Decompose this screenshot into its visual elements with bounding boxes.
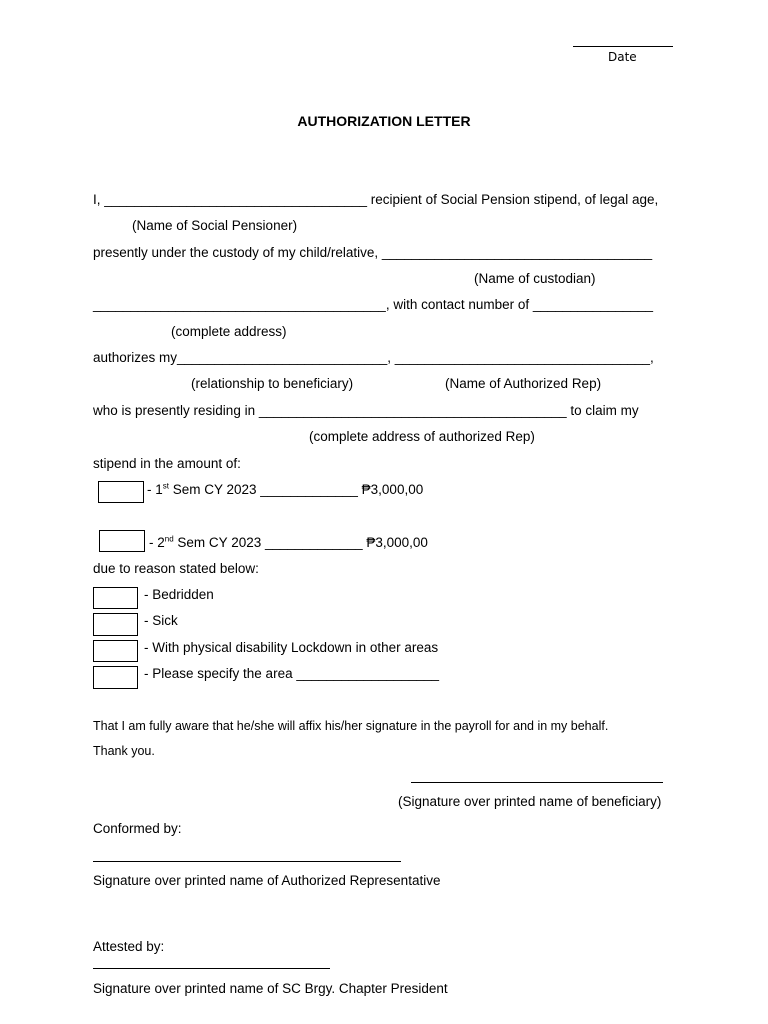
caption-authorized-rep-name: (Name of Authorized Rep) bbox=[445, 376, 602, 391]
reason-bedridden: - Bedridden bbox=[144, 587, 214, 602]
awareness-statement: That I am fully aware that he/she will affix his/her signature in the payroll for and in my behalf. bbox=[93, 719, 609, 733]
beneficiary-signature-line bbox=[411, 781, 663, 783]
second-sem-checkbox[interactable] bbox=[99, 530, 145, 552]
reason-disability: - With physical disability Lockdown in other areas bbox=[144, 640, 439, 655]
body-line-1: I, ___________________________________ recipient of Social Pension stipend, of legal age, bbox=[93, 192, 659, 207]
reason-sick: - Sick bbox=[144, 613, 178, 628]
body-line-3: _______________________________________, with contact number of ________________ bbox=[93, 297, 654, 312]
body-line-4: authorizes my____________________________, __________________________________, bbox=[93, 350, 654, 365]
rep-signature-caption: Signature over printed name of Authorized Representative bbox=[93, 873, 441, 888]
date-signature-line bbox=[573, 36, 673, 47]
sick-checkbox[interactable] bbox=[93, 613, 138, 636]
bedridden-checkbox[interactable] bbox=[93, 587, 138, 609]
body-line-5: who is presently residing in _________________________________________ to claim my bbox=[93, 403, 639, 418]
caption-rep-address: (complete address of authorized Rep) bbox=[309, 429, 535, 444]
first-sem-checkbox[interactable] bbox=[98, 481, 144, 503]
disability-checkbox[interactable] bbox=[93, 640, 138, 662]
body-line-2: presently under the custody of my child/relative, ____________________________________ bbox=[93, 245, 653, 260]
caption-custodian-name: (Name of custodian) bbox=[474, 271, 596, 286]
caption-complete-address: (complete address) bbox=[171, 324, 287, 339]
president-signature-caption: Signature over printed name of SC Brgy. Chapter President bbox=[93, 981, 448, 996]
attested-label: Attested by: bbox=[93, 939, 165, 954]
page-title: AUTHORIZATION LETTER bbox=[297, 113, 471, 129]
beneficiary-signature-caption: (Signature over printed name of beneficiary) bbox=[398, 794, 662, 809]
reason-specify-area: - Please specify the area ___________________ bbox=[144, 666, 439, 681]
caption-relationship: (relationship to beneficiary) bbox=[191, 376, 354, 391]
president-signature-line bbox=[93, 967, 330, 969]
reason-heading: due to reason stated below: bbox=[93, 561, 259, 576]
second-sem-option: - 2nd Sem CY 2023 _____________ ₱3,000,00 bbox=[149, 534, 428, 550]
specify-area-checkbox[interactable] bbox=[93, 666, 138, 689]
conformed-label: Conformed by: bbox=[93, 821, 182, 836]
body-line-6: stipend in the amount of: bbox=[93, 456, 241, 471]
rep-signature-line bbox=[93, 860, 401, 862]
thank-you: Thank you. bbox=[93, 744, 155, 758]
date-label: Date bbox=[608, 50, 637, 64]
first-sem-option: - 1st Sem CY 2023 _____________ ₱3,000,00 bbox=[147, 481, 424, 497]
caption-pensioner-name: (Name of Social Pensioner) bbox=[132, 218, 298, 233]
